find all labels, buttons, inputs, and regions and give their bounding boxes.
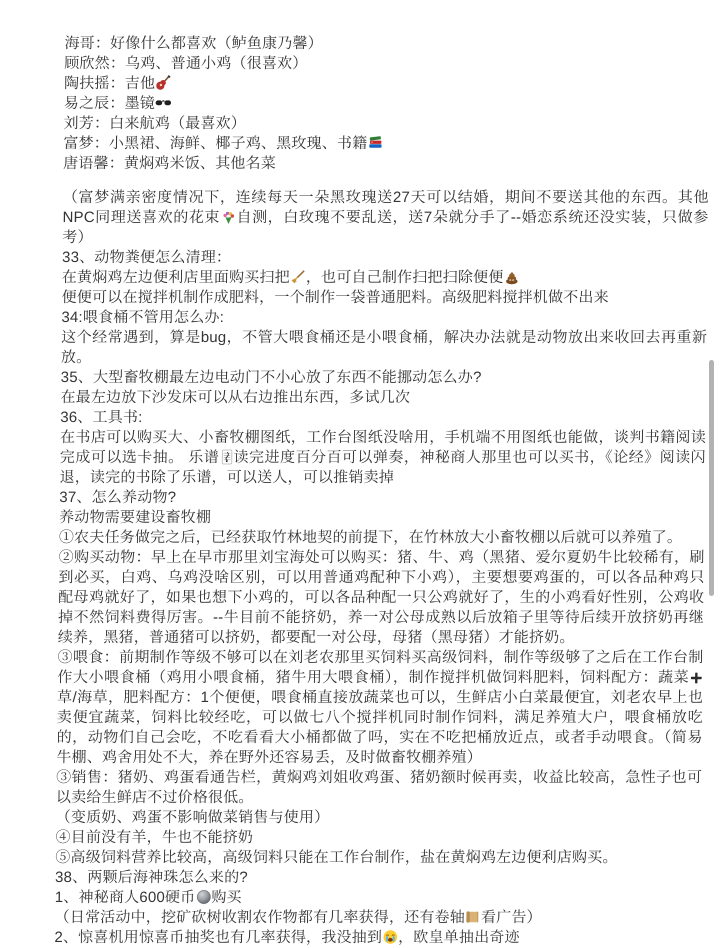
text-segment: 33、动物粪便怎么清理： bbox=[61, 249, 232, 266]
text-segment: 刘芳：白来航鸡（最喜欢） bbox=[63, 115, 247, 132]
scroll-icon bbox=[465, 908, 481, 928]
musical-score-icon bbox=[219, 448, 233, 468]
text-segment: 在书店可以购买大、小畜牧棚图纸，工作台图纸没啥用，手机端不用图纸也能做，谈判书籍阅读完成可以选卡抽。 乐谱 bbox=[59, 429, 707, 466]
q37-step3-selling bbox=[56, 768, 702, 808]
q36-answer bbox=[59, 428, 706, 488]
marriage-note bbox=[62, 188, 709, 248]
q37-step2-buy-animals bbox=[58, 548, 705, 648]
coin-icon bbox=[195, 888, 211, 908]
text-segment: 38、两颗后海神珠怎么来的? bbox=[54, 869, 248, 886]
text-segment: （日常活动中，挖矿砍树收割农作物都有几率获得，还有卷轴 bbox=[54, 909, 466, 926]
text-segment: 便便可以在搅拌机制作成肥料，一个制作一袋普通肥料。高级肥料搅拌机做不出来 bbox=[61, 289, 609, 306]
text-segment: ③销售：猪奶、鸡蛋看通告栏，黄焖鸡刘姐收鸡蛋、猪奶额时候再卖，收益比较高，急性子也可以卖给生鲜店不过价格很低。 bbox=[55, 769, 703, 806]
text-segment: 顾欣然：乌鸡、普通小鸡（很喜欢） bbox=[64, 55, 308, 72]
text-segment: 富梦：小黑裙、海鲜、椰子鸡、黑玫瑰、书籍 bbox=[63, 135, 368, 152]
text-segment: ，也可自己制作扫把扫除便便 bbox=[305, 269, 504, 286]
npc-yizhichen-line bbox=[64, 94, 710, 114]
text-segment: 唐语馨：黄焖鸡米饭、其他名菜 bbox=[63, 155, 277, 172]
text-segment: ①农夫任务做完之后，已经获取竹林地契的前提下，在竹林放大小畜牧棚以后就可以养殖了。 bbox=[58, 529, 683, 546]
crying-face-icon bbox=[382, 928, 398, 948]
q33-answer-2 bbox=[62, 288, 708, 308]
npc-haige-line bbox=[64, 34, 710, 54]
text-segment: 35、大型畜牧棚最左边电动门不小心放了东西不能挪动怎么办? bbox=[60, 369, 482, 386]
books-icon bbox=[367, 134, 383, 154]
text-segment: 读完进度百分百可以弹奏，神秘商人那里也可以买书，《论经》阅读闪退，读完的书除了乐谱，可以送人，可以推销卖掉 bbox=[59, 449, 706, 486]
text-segment: 海哥：好像什么都喜欢（鲈鱼康乃馨） bbox=[64, 35, 324, 52]
q38-note bbox=[54, 908, 700, 928]
q38-title bbox=[55, 868, 701, 888]
text-segment: 在最左边放下沙发床可以从右边推出东西，多试几次 bbox=[60, 389, 411, 406]
q33-answer-1 bbox=[62, 268, 708, 288]
text-segment: 养动物需要建设畜牧棚 bbox=[59, 509, 212, 526]
q34-title bbox=[61, 308, 707, 328]
text-segment: 草/海草，肥料配方：1个便便，喂食桶直接放蔬菜也可以，生鲜店小白菜最便宜，刘老农早上也卖便宜蔬菜，饲料比较经吃，可以做七八个搅拌机同时制作饲料，满足养殖大户，喂食桶放吃的，动物们自己会吃，不吃看看大小桶都做了吗，实在不吃把桶放近点，或者手动喂食。（简易牛棚、鸡舍用处不大，养在野外还容易丢，及时做畜牧棚养殖） bbox=[56, 689, 704, 766]
text-segment: （变质奶、鸡蛋不影响做菜销售与使用） bbox=[55, 809, 330, 826]
text-segment: 购买 bbox=[211, 889, 242, 906]
text-segment: 这个经常遇到，算是bug，不管大喂食桶还是小喂食桶，解决办法就是动物放出来收回去再重新放。 bbox=[60, 329, 708, 366]
text-segment: 看广告） bbox=[480, 909, 542, 926]
npc-guxinran-line bbox=[64, 54, 710, 74]
text-segment: ②购买动物：早上在早市那里刘宝海处可以购买：猪、牛、鸡（黑猪、爱尔夏奶牛比较稀有，刷到必买，白鸡、乌鸡没啥区别，可以用普通鸡配种下小鸡），主要想要鸡蛋的，可以各品种鸡只配母鸡就好了，如果也想下小鸡的，可以各品种配一只公鸡就好了，生的小鸡看好性别，公鸡收掉不然饲料费得厉害。--牛目前不能挤奶，养一对公母成熟以后放箱子里等待后续开放挤奶再继续养，黑猪，普通猪可以挤奶，都要配一对公母，母猪（黑母猪）才能挤奶。 bbox=[57, 549, 705, 646]
q37-intro bbox=[59, 508, 705, 528]
guitar-icon bbox=[155, 74, 171, 94]
npc-fumeng-line bbox=[63, 134, 709, 154]
text-segment: 易之辰：墨镜 bbox=[63, 95, 156, 112]
q37-step4 bbox=[55, 828, 701, 848]
q37-step1-build bbox=[59, 528, 705, 548]
text-segment: 36、工具书: bbox=[60, 409, 143, 426]
text-segment: ③喂食：前期制作等级不够可以在刘老农那里买饲料买高级饲料，制作等级够了之后在工作台制作大小喂食桶（鸡用小喂食桶，猪牛用大喂食桶），制作搅拌机做饲料肥料，饲料配方：蔬菜 bbox=[57, 649, 704, 686]
text-segment: 在黄焖鸡左边便利店里面购买扫把 bbox=[61, 269, 290, 286]
text-segment: （富梦满亲密度情况下，连续每天一朵黑玫瑰送27天可以结婚，期间不要送其他的东西。其他NPC同理送喜欢的花束 bbox=[62, 189, 709, 226]
q37-title bbox=[59, 488, 705, 508]
text-segment: 1、神秘商人600硬币 bbox=[54, 889, 196, 906]
plus-icon bbox=[689, 668, 703, 688]
broom-icon bbox=[290, 268, 306, 288]
q38-answer-1 bbox=[55, 888, 701, 908]
bouquet-icon bbox=[220, 208, 236, 228]
text-segment: ，欧皇单抽出奇迹 bbox=[398, 929, 520, 946]
q37-selling-note bbox=[56, 808, 702, 828]
npc-taofuyao-line bbox=[64, 74, 710, 94]
q35-answer bbox=[60, 388, 706, 408]
text-segment: 34:喂食桶不管用怎么办: bbox=[61, 309, 225, 326]
npc-tangyuxin-line bbox=[63, 154, 709, 174]
poop-icon bbox=[503, 268, 519, 288]
q36-title bbox=[60, 408, 706, 428]
npc-liufang-line bbox=[63, 114, 709, 134]
q38-answer-2 bbox=[54, 928, 700, 948]
text-segment: 37、怎么养动物? bbox=[59, 489, 177, 506]
text-segment: 自测，白玫瑰不要乱送，送7朵就分手了--婚恋系统还没实装，只做参考） bbox=[62, 209, 709, 246]
text-segment: 陶扶摇：吉他 bbox=[63, 75, 156, 92]
q35-title bbox=[61, 368, 707, 388]
q33-title bbox=[62, 248, 708, 268]
q37-step3-feeding bbox=[56, 648, 703, 768]
scrollbar-thumb[interactable] bbox=[709, 360, 714, 596]
text-segment: ⑤高级饲料营养比较高，高级饲料只能在工作台制作，盐在黄焖鸡左边便利店购买。 bbox=[55, 849, 618, 866]
text-segment: ④目前没有羊，牛也不能挤奶 bbox=[55, 829, 254, 846]
sunglasses-icon bbox=[155, 94, 172, 114]
q34-answer bbox=[61, 328, 707, 368]
q37-step5 bbox=[55, 848, 701, 868]
text-segment: 2、惊喜机用惊喜币抽奖也有几率获得，我没抽到 bbox=[54, 929, 383, 946]
